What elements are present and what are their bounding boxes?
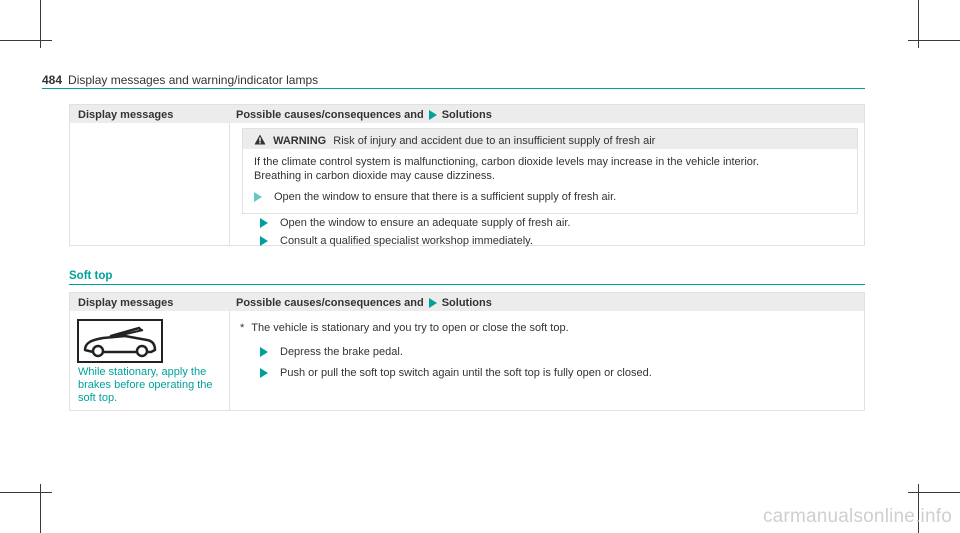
table-header (70, 293, 864, 311)
col-causes-solutions: Possible causes/consequences and Solutions (236, 109, 492, 121)
solution-cell (230, 123, 864, 245)
arrow-right-icon (429, 110, 437, 120)
col-causes-solutions: Possible causes/consequences and Solutions (236, 297, 492, 309)
display-message-text: While stationary, apply the brakes before operating the soft top. (78, 366, 213, 404)
page-number: 484 (42, 73, 63, 87)
solution-step: Consult a qualified specialist workshop immediately. (260, 235, 533, 247)
message-cell-empty (70, 123, 230, 245)
arrow-right-icon (429, 298, 437, 308)
solution-cell (230, 311, 864, 410)
crop-mark (908, 40, 960, 41)
warning-title: Risk of injury and accident due to an insufficient supply of fresh air (333, 135, 656, 147)
solution-step: Push or pull the soft top switch again until the soft top is fully open or closed. (260, 367, 652, 379)
page-title: Display messages and warning/indicator lamps (68, 73, 319, 87)
crop-mark (0, 40, 52, 41)
arrow-right-icon (260, 218, 268, 228)
running-header (42, 73, 318, 87)
convertible-soft-top-icon (77, 319, 163, 363)
arrow-right-icon (260, 368, 268, 378)
crop-mark (908, 492, 960, 493)
crop-mark (918, 0, 919, 48)
table-header (70, 105, 864, 123)
table-row (70, 311, 864, 410)
warning-triangle-icon (254, 134, 266, 145)
warning-box (242, 128, 858, 214)
crop-mark (0, 492, 52, 493)
arrow-right-icon (254, 192, 262, 202)
warning-header (243, 129, 857, 149)
section-title: Soft top (69, 270, 113, 282)
watermark: carmanualsonline.info (762, 506, 952, 527)
arrow-right-icon (260, 347, 268, 357)
warning-label: WARNING (273, 135, 327, 147)
table-row (70, 123, 864, 245)
solution-step: Open the window to ensure an adequate supply of fresh air. (260, 217, 570, 229)
col-display-messages: Display messages (78, 109, 174, 121)
header-rule (42, 88, 865, 89)
warning-step: Open the window to ensure that there is a sufficient supply of fresh air. (243, 183, 857, 213)
arrow-right-icon (260, 236, 268, 246)
messages-table (69, 104, 865, 246)
crop-mark (40, 0, 41, 48)
col-display-messages: Display messages (78, 297, 174, 309)
soft-top-table (69, 292, 865, 411)
cause-note: * The vehicle is stationary and you try to open or close the soft top. (240, 322, 569, 334)
section-rule (69, 284, 865, 285)
warning-body: If the climate control system is malfunctioning, carbon dioxide levels may increase in the vehicle interior. Breathing in carbon dioxide may cause dizziness. (254, 156, 760, 182)
solution-step: Depress the brake pedal. (260, 346, 403, 358)
crop-mark (40, 484, 41, 533)
message-cell (70, 311, 230, 410)
note-marker: * (240, 322, 245, 334)
